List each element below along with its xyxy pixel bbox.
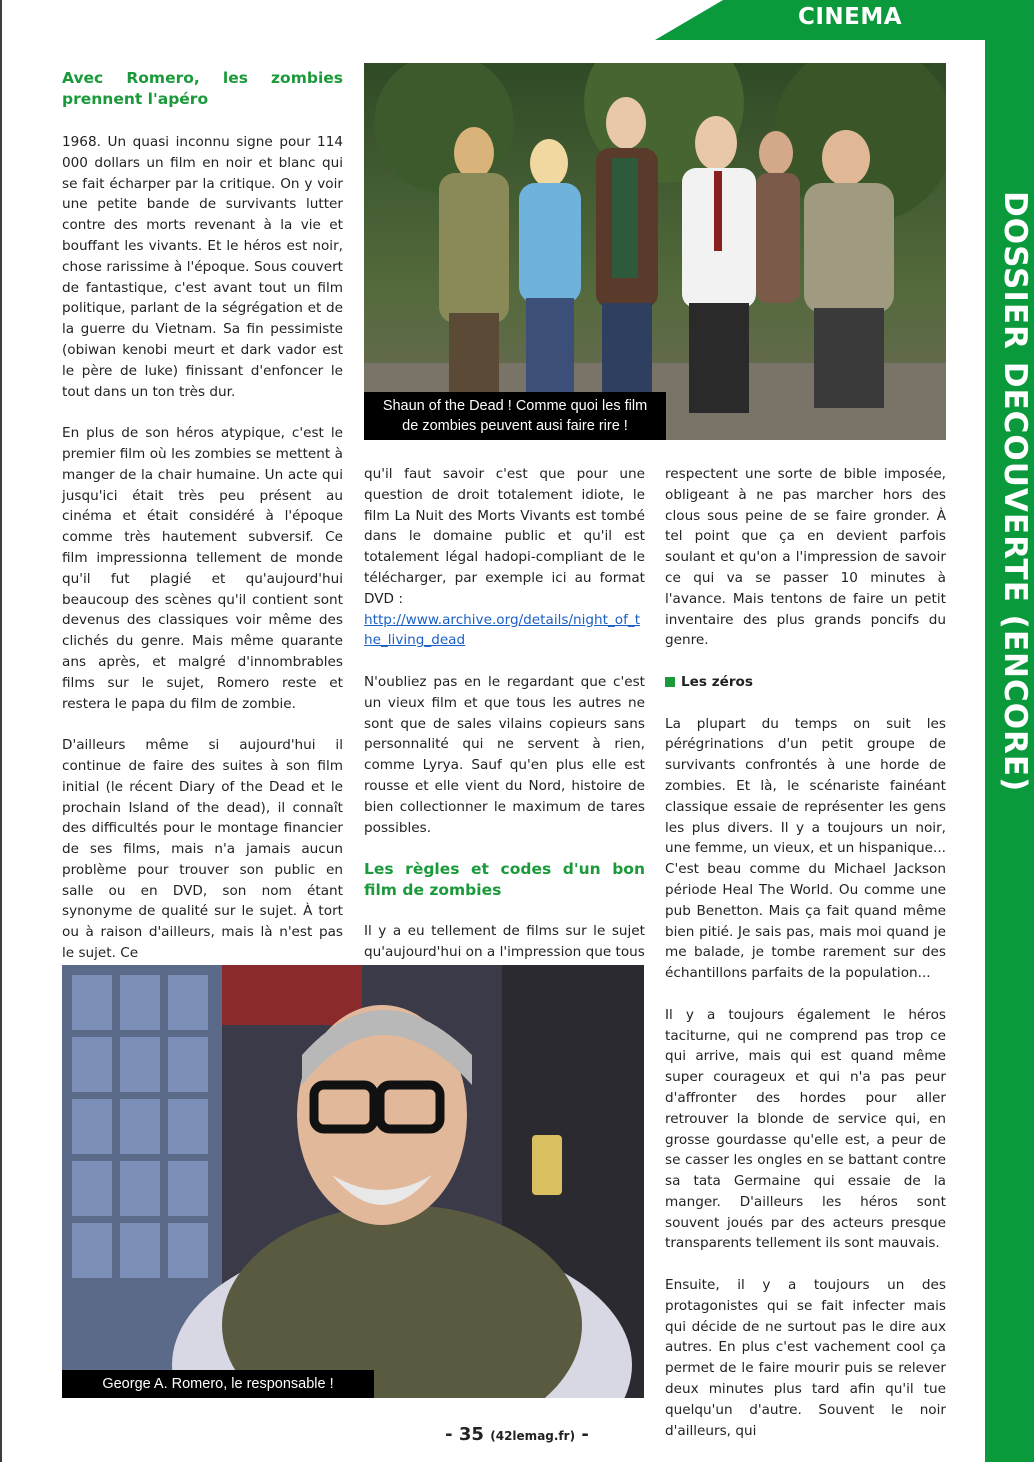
shaun-of-the-dead-photo xyxy=(364,63,946,440)
side-title-container xyxy=(985,191,1034,855)
paragraph: En plus de son héros atypique, c'est le premier film où les zombies se mettent à manger de la chair humaine. Un acte qui jusqu'ici était très peu présent au cinéma et était considéré à l'époque comme très hautement subversif. Ce film impressionna tellement de monde qu'il fut plagié et qu'aujourd'hui beaucoup des scènes qu'il contient sont devenus des classiques voir même des clichés du genre. Mais même quarante ans après, et malgré d'innombrables films sur le sujet, Romero reste et restera le papa du film de zombie. xyxy=(62,425,343,712)
photo-illustration xyxy=(364,63,946,440)
subheading-label: Les zéros xyxy=(681,673,753,690)
footer-dash: - xyxy=(581,1424,589,1445)
paragraph: respectent une sorte de bible imposée, obligeant à ne pas marcher hors des clous sous peine de se faire gronder. À tel point que ça en devient parfois soulant et qu'on a l'impression de savoir ce qui va se passer 10 minutes à l'avance. Mais tentons de faire un petit inventaire des plus grands poncifs du genre. xyxy=(665,466,946,649)
photo-caption: Shaun of the Dead ! Comme quoi les film de zombies peuvent ausi faire rire ! xyxy=(364,392,666,440)
paragraph: D'ailleurs même si aujourd'hui il continue de faire des suites à son film initial (le récent Diary of the Dead et le prochain Island of the dead), il connaît des difficultés pour le montage financier de ses films, mais n'a jamais aucun problème pour trouver son public en salle ou en DVD, son nom étant synonyme de qualité sur le sujet. À tort ou à raison d'ailleurs, mais là n'est pas le sujet. Ce xyxy=(62,737,343,962)
paragraph: Il y a eu tellement de films sur le sujet qu'aujourd'hui on a l'impression que tous xyxy=(364,923,645,960)
side-title: DOSSIER DECOUVERTE (ENCORE) xyxy=(997,191,1033,793)
section-heading: Les règles et codes d'un bon film de zombies xyxy=(364,860,645,900)
paragraph: 1968. Un quasi inconnu signe pour 114 000 dollars un film en noir et blanc qui se fait écharper par la critique. On y voir une petite bande de survivants lutter contre des morts revenant à la vie et bouffant les vivants. Et le héros est noir, chose rarissime à l'époque. Sous couvert de fantastique, c'est avant tout un film politique, parlant de la ségrégation et de la guerre du Vietnam. Sa fin pessimiste (obiwan kenobi meurt et dark vador est le père de luke) finissant d'enfoncer le tout dans un ton très dur. xyxy=(62,134,343,400)
photo-illustration xyxy=(62,965,644,1398)
column-3 xyxy=(665,464,946,1462)
column-2 xyxy=(364,464,645,984)
section-label: CINEMA xyxy=(798,4,903,30)
paragraph: qu'il faut savoir c'est que pour une question de droit totalement idiote, le film La Nuit des Morts Vivants est tombé dans le domaine public et qu'il est totalement légal hadopi-compliant de le télécharger, par exemple ici au format DVD : xyxy=(364,466,645,607)
page-number: - 35 xyxy=(445,1424,484,1445)
subheading xyxy=(665,672,946,693)
paragraph: Il y a toujours également le héros taciturne, qui ne comprend pas trop ce qui arrive, mais qui est quand même super courageux et qui n'a pas peur d'affronter des hordes pour aller retrouver la blonde de service qui, en grosse gourdasse qu'elle est, a peur de se casser les ongles en se battant contre sa tata Germaine qui essaie de la manger. D'ailleurs les héros sont souvent joués par des acteurs presque transparents tellement ils sont mauvais. xyxy=(665,1006,946,1252)
page-footer xyxy=(0,1424,1034,1445)
paragraph: Ensuite, il y a toujours un des protagonistes qui se fait infecter mais qui décide de ne surtout pas le dire aux autres. En plus c'est vachement cool ça permet de le faire mourir puis se relever deux minutes plus tard afin qu'il tue quelqu'un d'autre. Souvent le noir d'ailleurs, qui xyxy=(665,1277,946,1439)
left-page-rule xyxy=(0,0,2,1462)
photo-caption: George A. Romero, le responsable ! xyxy=(62,1370,374,1398)
romero-photo xyxy=(62,965,644,1398)
paragraph: La plupart du temps on suit les pérégrinations d'un petit groupe de survivants confrontés à une horde de zombies. Et là, le scénariste fainéant classique essaie de représenter les gens les plus divers. Il y a toujours un noir, une femme, un vieux, et un hispanique... C'est beau comme du Michael Jackson période Heal The World. Ou comme une pub Benetton. Mais ça fait quand même bien pitié. Je sais pas, mais moi quand je me balade, je tombe rarement sur des échantillons parfaits de la population... xyxy=(665,715,946,982)
paragraph: N'oubliez pas en le regardant que c'est un vieux film et que tous les autres ne sont que de sales vilains copieurs sans personnalité qui ne servent à rien, comme Lyrya. Sauf qu'en plus elle est rousse et elle vient du Nord, histoire de bien collectionner le maximum de tares possibles. xyxy=(364,673,645,836)
article-heading: Avec Romero, les zombies prennent l'apéro xyxy=(62,69,343,108)
archive-link[interactable]: http://www.archive.org/details/night_of_the_living_dead xyxy=(364,611,641,649)
column-1 xyxy=(62,68,343,985)
site-name: (42lemag.fr) xyxy=(490,1429,576,1443)
bullet-square-icon xyxy=(665,677,675,687)
